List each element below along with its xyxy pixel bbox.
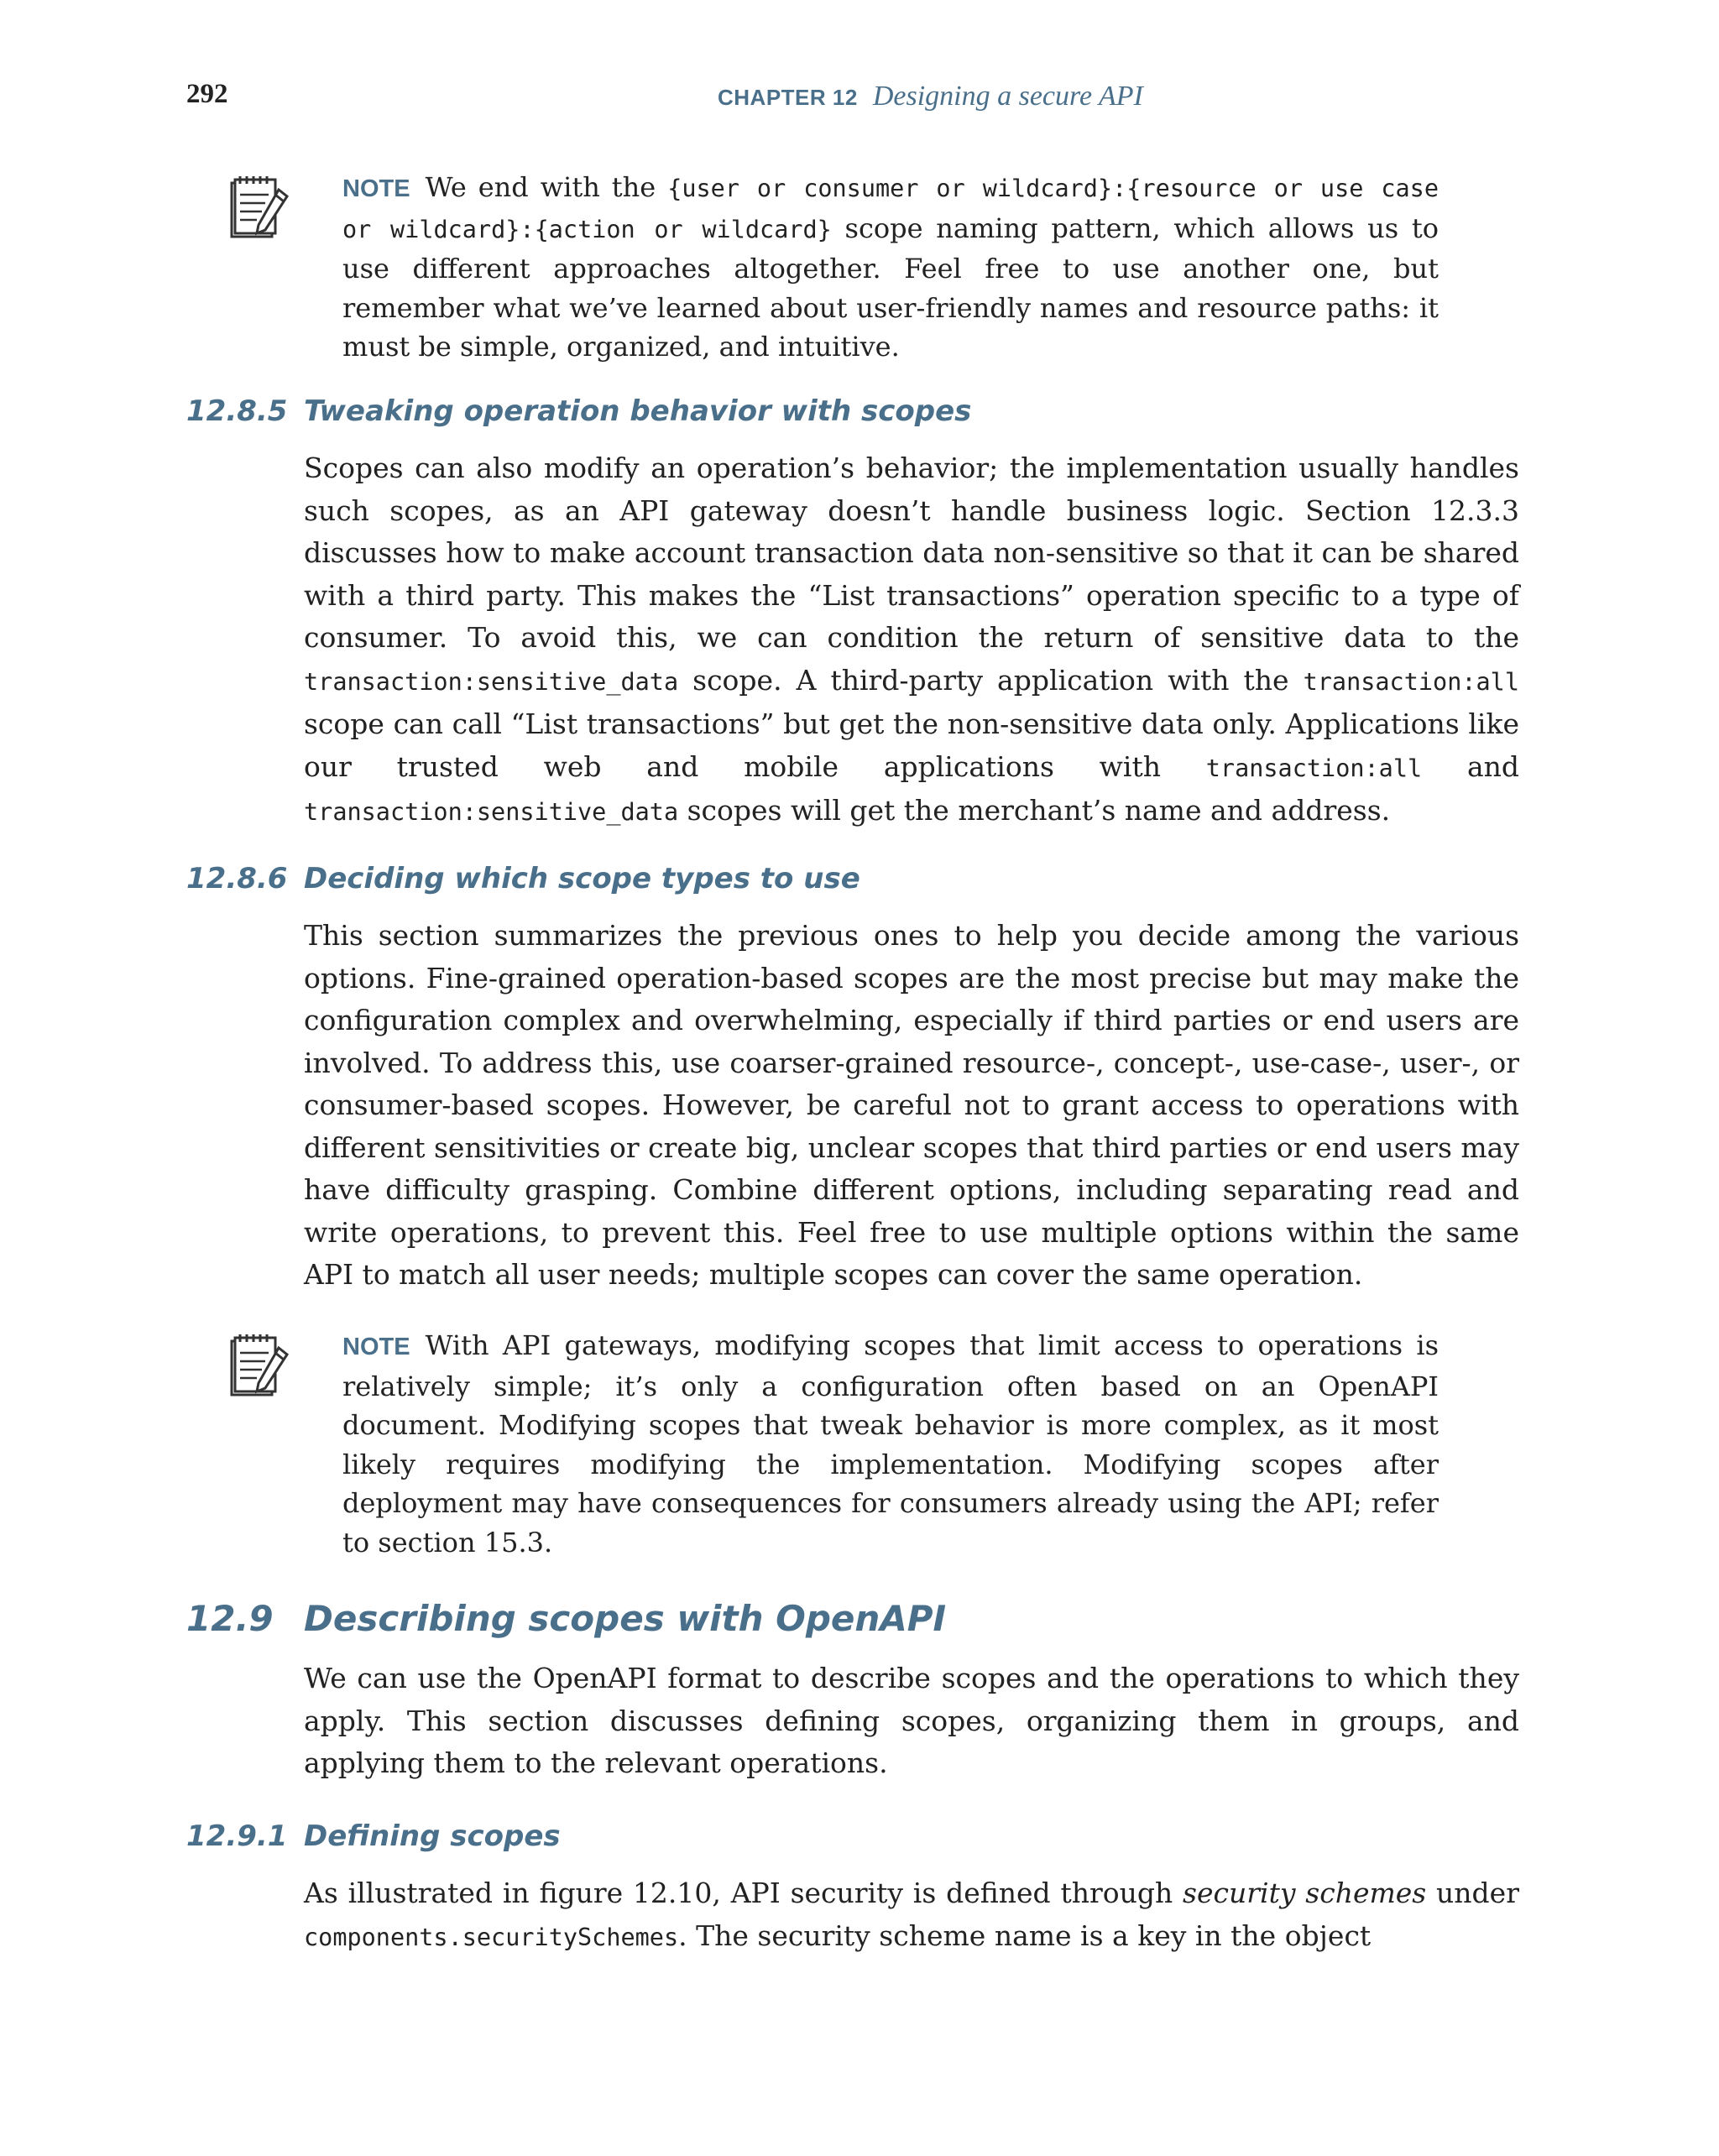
inline-code: {user or consumer or wildcard}:{resource or use case or wildcard}:{action or wildcard} [342,175,1439,243]
body-text: scope can call “List transactions” but get the non-sensitive data only. Applications like our trusted web and mobile applications with [304,707,1519,783]
note-label: NOTE [342,1334,410,1360]
body-text: and [1422,749,1519,783]
section-title: Defining scopes [304,1819,561,1853]
running-head [718,79,1143,112]
paragraph-describing-scopes: We can use the OpenAPI format to describe scopes and the operations to which they apply. This section discusses defining scopes, organizing them in groups, and applying them to the relevant operations. [304,1662,1519,1779]
section-number: 12.8.5 [186,394,288,428]
note-api-gateways [342,1326,1439,1562]
paragraph-operation-behavior [304,447,1519,834]
body-text: scopes will get the merchant’s name and address. [678,794,1391,827]
body-text: scope. A third-party application with the [678,663,1304,697]
body-text: Scopes can also modify an operation’s behavior; the implementation usually handles such scopes, as an API gateway doesn’t handle business logic. Section 12.3.3 discusses how to make account transaction data non-sensitive so that it can be shared with a third party. This makes the “List transactions” operation specific to a type of consumer. To avoid this, we can condition the return of sensitive data to the [304,452,1519,654]
body-text: under [1426,1877,1519,1909]
section-heading-12-9-1 [186,1819,561,1853]
page-number: 292 [186,79,228,109]
notepad-pencil-icon [228,175,290,242]
section-title: Deciding which scope types to use [304,862,860,895]
emphasis-text: security schemes [1183,1877,1427,1909]
body-text: As illustrated in figure 12.10, API security is defined through [304,1877,1183,1909]
inline-code: transaction:all [1303,667,1519,696]
paragraph-defining-scopes [304,1872,1519,1959]
paragraph-scope-types: This section summarizes the previous ones to help you decide among the various options. Fine-grained operation-based scopes are the most precise but may make the configuration complex and overwhelming, especially if third parties or end users are involved. To address this, use coarser-grained resource-, concept-, use-case-, user-, or consumer-based scopes. However, be careful not to grant access to operations with different sensitivities or create big, unclear scopes that third parties or end users may have difficulty grasping. Combine different options, including separating read and write operations, to prevent this. Feel free to use multiple options within the same API to match all user needs; multiple scopes can cover the same operation. [304,919,1519,1291]
inline-code: transaction:sensitive_data [304,667,679,696]
section-number: 12.9.1 [186,1819,288,1853]
note-text: scope naming pattern, which allows us to use different approaches altogether. Feel free to use another one, but remember what we’ve learned about user-friendly names and resource paths: it must be simple, organized, and intuitive. [342,211,1439,363]
section-heading-12-9 [186,1598,946,1639]
section-title: Tweaking operation behavior with scopes [304,394,972,428]
note-naming-pattern [342,168,1439,367]
section-heading-12-8-6 [186,862,860,895]
inline-code: transaction:all [1205,754,1423,782]
body-text: . The security scheme name is a key in the object [678,1918,1372,1952]
section-heading-12-8-5 [186,394,971,428]
section-number: 12.8.6 [186,862,288,895]
inline-code: components.securitySchemes [304,1923,679,1951]
inline-code: transaction:sensitive_data [304,798,679,826]
note-text: With API gateways, modifying scopes that limit access to operations is relatively simple; it’s only a configuration often based on an OpenAPI document. Modifying scopes that tweak behavior is more complex, as it most likely requires modifying the implementation. Modifying scopes after deployment may have consequences for consumers already using the API; refer to section 15.3. [342,1329,1439,1558]
note-text: We end with the [425,171,668,203]
section-number: 12.9 [186,1598,274,1639]
chapter-title: Designing a secure API [872,81,1143,112]
note-label: NOTE [342,175,410,202]
chapter-label: CHAPTER 12 [718,85,858,110]
notepad-pencil-icon [228,1333,290,1400]
section-title: Describing scopes with OpenAPI [304,1598,947,1639]
